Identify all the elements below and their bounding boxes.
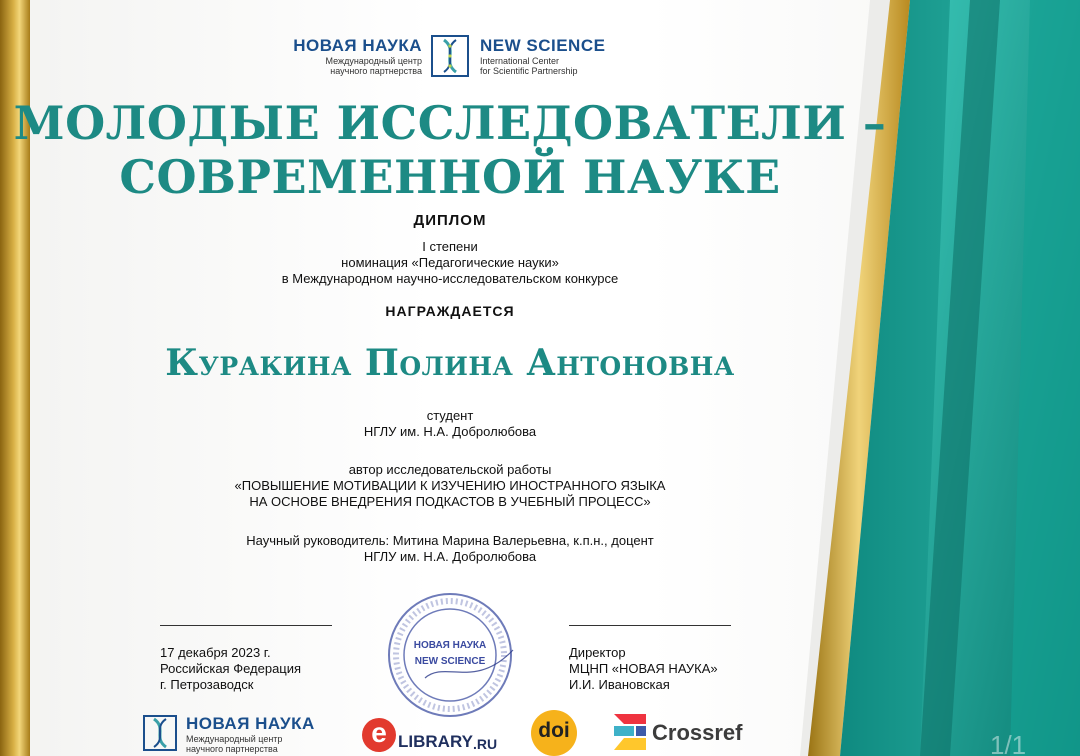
logo-name-ru: НОВАЯ НАУКА xyxy=(293,36,422,55)
nomination-text: номинация «Педагогические науки» xyxy=(341,255,559,270)
seal-text-en: NEW SCIENCE xyxy=(414,656,486,667)
status-text: студент xyxy=(426,408,474,423)
title-line-1: МОЛОДЫЕ ИССЛЕДОВАТЕЛИ – xyxy=(13,96,887,150)
contest-title xyxy=(0,96,900,204)
supervisor-text: Научный руководитель: Митина Марина Валерьевна, к.п.н., доцент xyxy=(246,533,654,548)
seal-text-ru: НОВАЯ НАУКА xyxy=(413,640,487,651)
logo-sub-en-1: International Center xyxy=(480,56,560,66)
award-details xyxy=(0,239,900,287)
country-text: Российская Федерация xyxy=(160,661,302,676)
signatory-org-text: МЦНП «НОВАЯ НАУКА» xyxy=(569,661,718,676)
signature-line-left xyxy=(160,625,332,626)
signature-line-right xyxy=(569,625,731,626)
degree-text: I степени xyxy=(422,239,478,254)
doi-logo-icon xyxy=(531,710,577,756)
logo-sub-ru-2: научного партнерства xyxy=(330,66,422,76)
university-text: НГЛУ им. Н.А. Добролюбова xyxy=(363,424,537,439)
nn-logo-sub-1: Международный центр xyxy=(186,734,283,744)
nn-logo-text xyxy=(186,714,315,754)
awarded-heading: НАГРАЖДАЕТСЯ xyxy=(385,303,515,319)
recipient-name: Куракина Полина Антоновна xyxy=(165,342,735,384)
elibrary-text: LIBRARY xyxy=(398,732,473,751)
supervisor-info xyxy=(0,533,900,565)
footer-place-date xyxy=(160,645,301,693)
city-text: г. Петрозаводск xyxy=(160,677,254,692)
page-indicator: 1/1 xyxy=(990,730,1027,756)
work-title-line-2: НА ОСНОВЕ ВНЕДРЕНИЯ ПОДКАСТОВ В УЧЕБНЫЙ ПРОЦЕСС» xyxy=(249,494,651,509)
footer-signatory xyxy=(569,645,718,693)
recipient-info xyxy=(0,408,900,440)
logo-name-en: NEW SCIENCE xyxy=(480,36,606,55)
date-text: 17 декабря 2023 г. xyxy=(160,645,271,660)
elibrary-e-icon: e xyxy=(362,718,396,752)
dna-logo-icon xyxy=(430,34,470,78)
author-label: автор исследовательской работы xyxy=(348,462,552,477)
diploma-heading: ДИПЛОМ xyxy=(413,212,487,229)
nn-logo-sub-2: научного партнерства xyxy=(186,744,278,754)
official-seal-stamp xyxy=(385,590,515,720)
contest-text: в Международном научно-исследовательском конкурсе xyxy=(281,271,619,286)
logo-sub-ru-1: Международный центр xyxy=(325,56,422,66)
signatory-name-text: И.И. Ивановская xyxy=(569,677,670,692)
partner-logos xyxy=(0,706,900,756)
doi-text: doi xyxy=(538,719,570,742)
logo-sub-en-2: for Scientific Partnership xyxy=(480,66,578,76)
org-logo-top xyxy=(270,34,630,82)
title-line-2: СОВРЕМЕННОЙ НАУКЕ xyxy=(119,150,781,204)
elibrary-ru-text: .RU xyxy=(472,736,498,752)
supervisor-org-text: НГЛУ им. Н.А. Добролюбова xyxy=(363,549,537,564)
crossref-text: Crossref xyxy=(652,720,743,745)
elibrary-logo xyxy=(362,712,497,752)
work-info xyxy=(0,462,900,510)
crossref-logo-icon xyxy=(612,712,648,752)
nn-logo-name: НОВАЯ НАУКА xyxy=(186,714,315,733)
position-text: Директор xyxy=(569,645,626,660)
dna-logo-small-icon xyxy=(142,714,178,752)
work-title-line-1: «ПОВЫШЕНИЕ МОТИВАЦИИ К ИЗУЧЕНИЮ ИНОСТРАННОГО ЯЗЫКА xyxy=(234,478,666,493)
